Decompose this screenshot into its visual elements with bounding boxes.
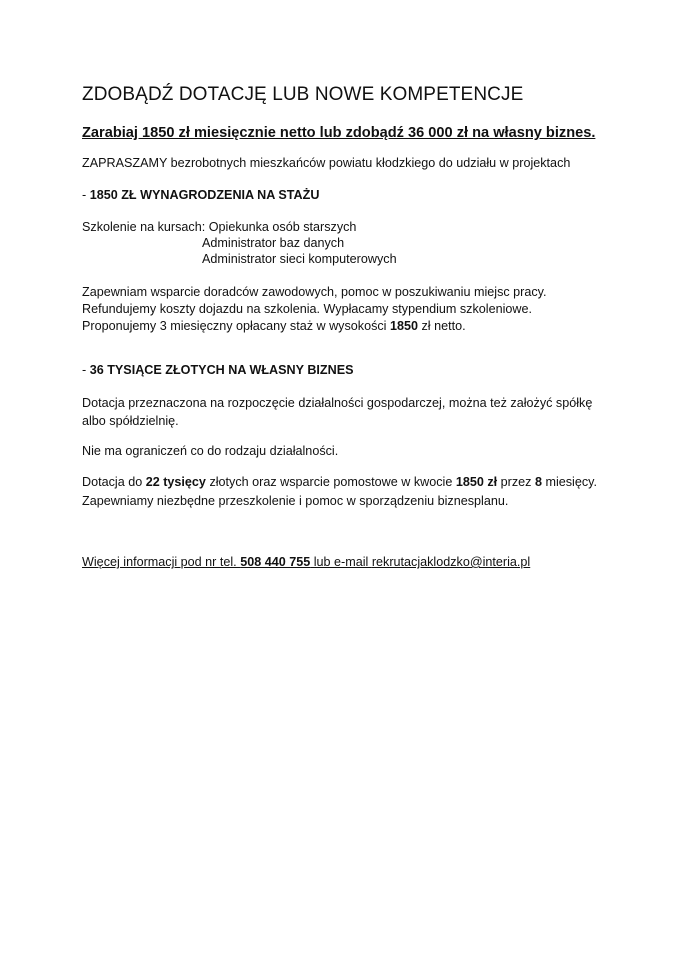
section2-paragraph-line: Dotacja przeznaczona na rozpoczęcie działalności gospodarczej, można też założyć spółkę bbox=[82, 396, 593, 410]
grant-text: Dotacja do bbox=[82, 475, 146, 489]
section1-paragraph-line: Refundujemy koszty dojazdu na szkolenia. Wypłacamy stypendium szkoleniowe. bbox=[82, 302, 532, 316]
course-item: Opiekunka osób starszych bbox=[208, 220, 357, 234]
courses-line-1 bbox=[82, 219, 356, 235]
section2-paragraph: Nie ma ograniczeń co do rodzaju działalności. bbox=[82, 444, 339, 458]
contact-prefix: Więcej informacji pod nr tel. bbox=[82, 555, 241, 569]
course-item: Administrator baz danych bbox=[202, 236, 345, 250]
section2-heading bbox=[82, 362, 354, 378]
contact-middle: lub e-mail bbox=[310, 555, 372, 569]
course-item: Administrator sieci komputerowych bbox=[202, 252, 397, 266]
internship-text-end: zł netto. bbox=[418, 319, 466, 333]
contact-email-link[interactable]: rekrutacjaklodzko@interia.pl bbox=[371, 555, 531, 569]
section1-paragraph-line bbox=[82, 318, 466, 334]
contact-line bbox=[82, 554, 530, 570]
section2-paragraph-line: albo spółdzielnię. bbox=[82, 414, 179, 428]
invitation-text: ZAPRASZAMY bezrobotnych mieszkańców powiatu kłodzkiego do udziału w projektach bbox=[82, 156, 571, 170]
section1-paragraph-line: Zapewniam wsparcie doradców zawodowych, pomoc w poszukiwaniu miejsc pracy. bbox=[82, 285, 547, 299]
section2-paragraph-line: Zapewniamy niezbędne przeszkolenie i pomoc w sporządzeniu biznesplanu. bbox=[82, 494, 509, 508]
courses-label: Szkolenie na kursach: bbox=[82, 220, 209, 234]
bridge-amount: 1850 zł bbox=[455, 475, 498, 489]
grant-text: przez bbox=[497, 475, 535, 489]
section1-heading-text: 1850 ZŁ WYNAGRODZENIA NA STAŻU bbox=[89, 188, 320, 202]
subtitle: Zarabiaj 1850 zł miesięcznie netto lub zdobądź 36 000 zł na własny biznes. bbox=[82, 125, 596, 141]
section2-heading-text: 36 TYSIĄCE ZŁOTYCH NA WŁASNY BIZNES bbox=[89, 363, 354, 377]
section1-heading-prefix: - bbox=[82, 188, 90, 202]
section1-heading bbox=[82, 187, 319, 203]
section2-heading-prefix: - bbox=[82, 363, 90, 377]
months-count: 8 bbox=[534, 475, 542, 489]
grant-text: miesięcy. bbox=[541, 475, 598, 489]
contact-phone[interactable]: 508 440 755 bbox=[240, 555, 311, 569]
grant-text: złotych oraz wsparcie pomostowe w kwocie bbox=[205, 475, 456, 489]
internship-amount: 1850 bbox=[389, 319, 419, 333]
section2-paragraph-line bbox=[82, 474, 597, 490]
page-title: ZDOBĄDŹ DOTACJĘ LUB NOWE KOMPETENCJE bbox=[82, 84, 524, 105]
grant-amount: 22 tysięcy bbox=[145, 475, 206, 489]
internship-text: Proponujemy 3 miesięczny opłacany staż w wysokości bbox=[82, 319, 390, 333]
